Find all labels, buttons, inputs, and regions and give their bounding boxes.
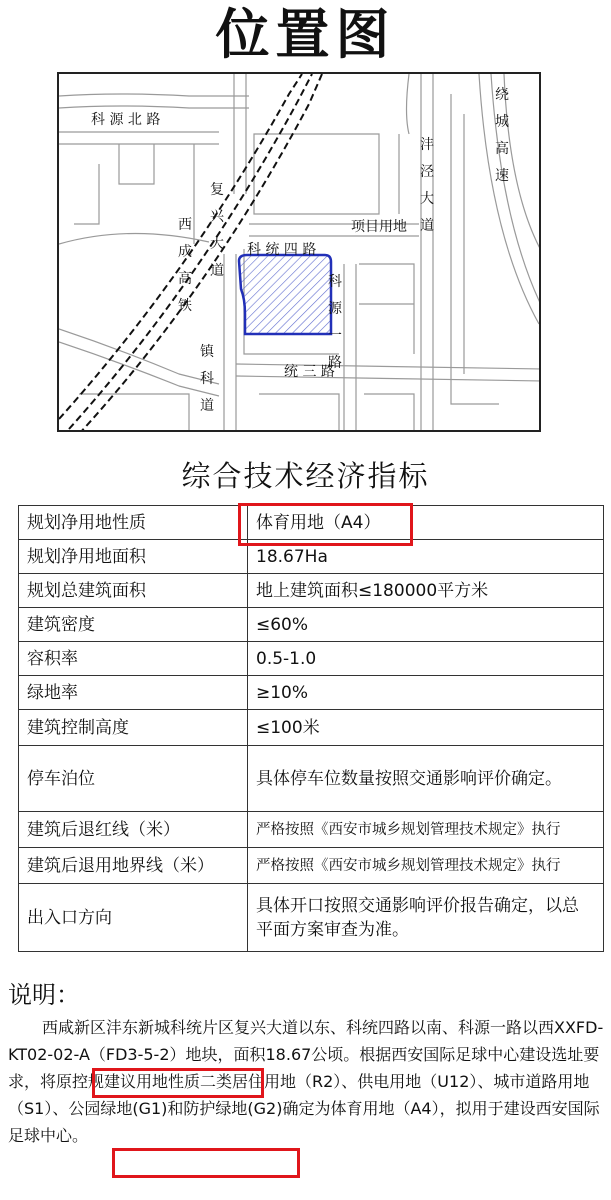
row-label: 规划总建筑面积 bbox=[19, 574, 248, 608]
map-label-ring-expressway: 绕城高速 bbox=[495, 87, 509, 184]
map-label-fengjing-road: 沣泾大道 bbox=[420, 137, 434, 234]
row-value: ≤60% bbox=[248, 608, 604, 642]
table-row bbox=[19, 812, 604, 848]
row-value: 严格按照《西安市城乡规划管理技术规定》执行 bbox=[248, 812, 604, 848]
row-label: 建筑密度 bbox=[19, 608, 248, 642]
row-value: ≥10% bbox=[248, 676, 604, 710]
row-value: 18.67Ha bbox=[248, 540, 604, 574]
row-label: 规划净用地性质 bbox=[19, 506, 248, 540]
project-site-boundary bbox=[239, 255, 331, 334]
map-label-kejian-3rd-road: 统 三 路 bbox=[284, 364, 335, 380]
highlight-box-football-center-2 bbox=[112, 1148, 300, 1178]
location-map bbox=[57, 72, 541, 432]
map-label-kejian-4th-road: 科 统 四 路 bbox=[247, 242, 317, 258]
row-label: 规划净用地面积 bbox=[19, 540, 248, 574]
table-row bbox=[19, 608, 604, 642]
row-label: 绿地率 bbox=[19, 676, 248, 710]
map-label-keyuan-1st-road: 科源一路 bbox=[328, 274, 342, 371]
map-label-fuxing-ave: 复兴大道 bbox=[210, 182, 224, 279]
row-value: 体育用地（A4） bbox=[248, 506, 604, 540]
table-row bbox=[19, 676, 604, 710]
row-label: 建筑后退红线（米） bbox=[19, 812, 248, 848]
indicators-table bbox=[18, 505, 604, 952]
row-value: ≤100米 bbox=[248, 710, 604, 746]
row-value: 地上建筑面积≤180000平方米 bbox=[248, 574, 604, 608]
map-label-keyuan-north-road: 科 源 北 路 bbox=[91, 112, 161, 128]
table-row bbox=[19, 540, 604, 574]
row-value: 严格按照《西安市城乡规划管理技术规定》执行 bbox=[248, 848, 604, 884]
note-text: 西咸新区沣东新城科统片区复兴大道以东、科统四路以南、科源一路以西XXFD-KT02-02-A（FD3-5-2）地块，面积18.67公顷。根据西安国际足球中心建设选址要求，将原控规建议用地性质二类居住用地（R2）、供电用地（U12）、城市道路用地（S1）、公园绿地(G1)和防护绿地(G2)确定为体育用地（A4），拟用于建设西安国际足球中心。 bbox=[8, 1018, 604, 1145]
table-row bbox=[19, 710, 604, 746]
page-title: 位置图 bbox=[215, 3, 396, 66]
row-value: 0.5-1.0 bbox=[248, 642, 604, 676]
map-label-project-site: 项目用地 bbox=[351, 219, 407, 235]
table-row bbox=[19, 574, 604, 608]
indicators-title: 综合技术经济指标 bbox=[181, 459, 430, 493]
table-row bbox=[19, 884, 604, 952]
table-row bbox=[19, 848, 604, 884]
map-label-xicheng-railway: 西成高铁 bbox=[178, 217, 192, 314]
row-label: 建筑控制高度 bbox=[19, 710, 248, 746]
row-label: 容积率 bbox=[19, 642, 248, 676]
row-label: 建筑后退用地界线（米） bbox=[19, 848, 248, 884]
table-row bbox=[19, 746, 604, 812]
note-heading: 说明： bbox=[8, 981, 80, 1009]
table-row bbox=[19, 506, 604, 540]
row-label: 出入口方向 bbox=[19, 884, 248, 952]
row-value: 具体停车位数量按照交通影响评价确定。 bbox=[248, 746, 604, 812]
row-label: 停车泊位 bbox=[19, 746, 248, 812]
table-row bbox=[19, 642, 604, 676]
row-value: 具体开口按照交通影响评价报告确定，以总平面方案审查为准。 bbox=[248, 884, 604, 952]
map-label-town-road: 镇科道 bbox=[200, 344, 214, 414]
